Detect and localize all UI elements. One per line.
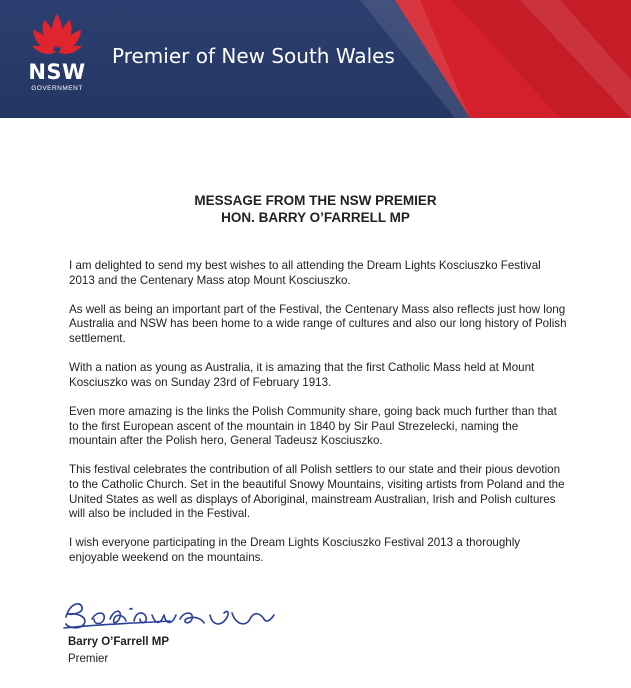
header-banner <box>0 0 631 118</box>
paragraph: With a nation as young as Australia, it is amazing that the first Catholic Mass held at Mount Kosciuszko was on Sunday 23rd of February 1913. <box>69 361 535 389</box>
paragraph: This festival celebrates the contribution of all Polish settlers to our state and their pious devotion to the Catholic Church. Set in the beautiful Snowy Mountains, visiting artists from Poland and the United States as well as displays of Aboriginal, mainstream Australian, Irish and Polish cultures will also be included in the Festival. <box>69 463 565 521</box>
signatory-name: Barry O’Farrell MP <box>68 636 169 648</box>
paragraph: I wish everyone participating in the Dream Lights Kosciuszko Festival 2013 a thoroughly enjoyable weekend on the mountains. <box>69 536 521 564</box>
heading-line-1: MESSAGE FROM THE NSW PREMIER <box>194 193 437 208</box>
heading-line-2: HON. BARRY O’FARRELL MP <box>221 210 410 225</box>
banner-title: Premier of New South Wales <box>112 44 395 68</box>
nsw-logo <box>18 12 96 104</box>
signatory-title: Premier <box>68 653 109 665</box>
paragraph: As well as being an important part of the Festival, the Centenary Mass also reflects just how long Australia and NSW has been home to a wide range of cultures and also our long history of Polish settlement. <box>69 302 567 345</box>
paragraph: I am delighted to send my best wishes to all attending the Dream Lights Kosciuszko Festival 2013 and the Centenary Mass atop Mount Kosciuszko. <box>69 259 541 287</box>
waratah-icon <box>28 12 86 62</box>
letter-body <box>69 259 569 580</box>
logo-nsw-text: NSW <box>28 60 86 84</box>
letter-heading <box>0 192 631 226</box>
logo-government-text: GOVERNMENT <box>31 85 83 92</box>
paragraph: Even more amazing is the links the Polish Community share, going back much further than that to the first European ascent of the mountain in 1840 by Sir Paul Strezelecki, naming the mountain after the Polish hero, General Tadeusz Kosciuszko. <box>69 404 557 448</box>
handwritten-signature <box>60 597 300 637</box>
